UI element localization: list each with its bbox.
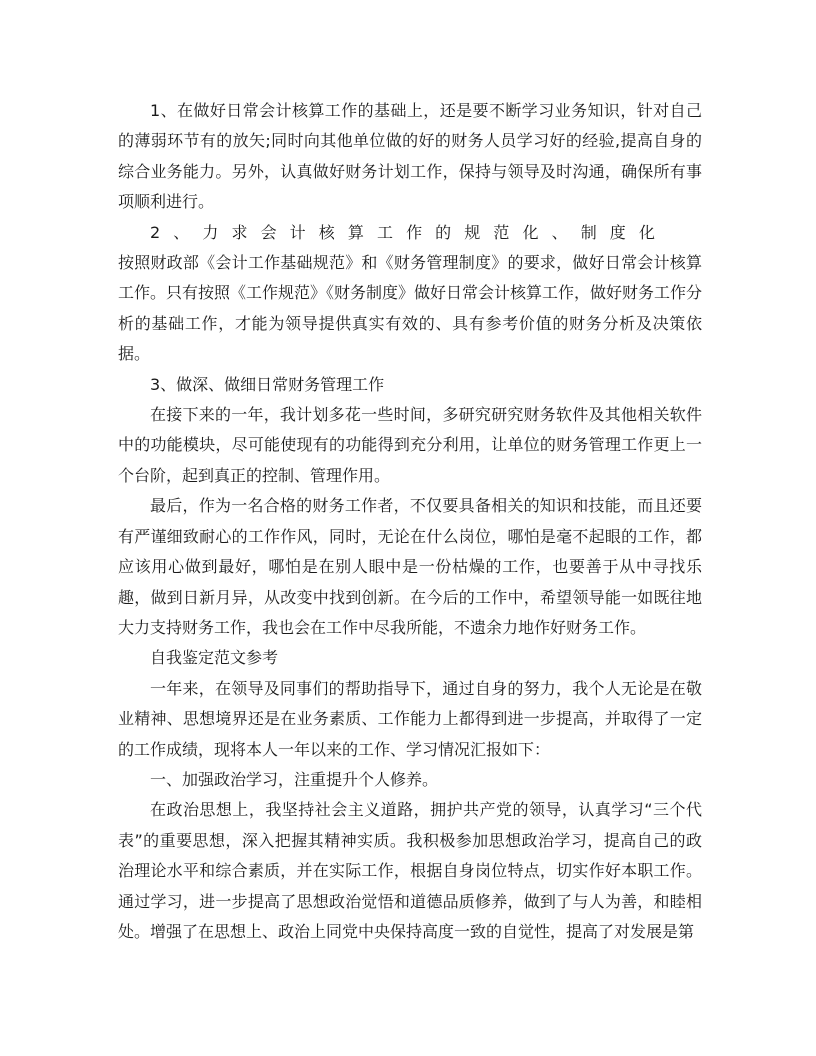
paragraph-2-text: 按照财政部《会计工作基础规范》 xyxy=(118,253,362,273)
section-title: 自我鉴定范文参考 xyxy=(150,648,279,668)
paragraph-6: 一年来，在领导及同事们的帮助指导下，通过自身的努力，我个人无论是在敬业精神、思想境界还是在业务素质、工作能力上都得到进一步提高，并取得了一定的工作成绩，现将本人一年以来的工作、学习情况汇报如下： xyxy=(118,678,702,759)
paragraph-1: 1、在做好日常会计核算工作的基础上，还是要不断学习业务知识，针对自己的薄弱环节有的放矢;同时向其他单位做的好的财务人员学习好的经验,提高自身的综合业务能力。另外，认真做好财务计划工作，保持与领导及时沟通，确保所有事项顺利进行。 xyxy=(118,101,702,212)
paragraph-2-cont: 和《财务管理制度》的要求，做好日常会计核算工作。只有按照《工作规范》《财务制度》做好日常会计核算工作，做好财务工作分析的基础工作，才能为领导提供真实有效的、具有参考价值的财务分析及决策依据。 xyxy=(118,253,703,364)
subheading-1: 一、加强政治学习，注重提升个人修养。 xyxy=(150,769,439,789)
paragraph-2-heading: 2、力求会计核算工作的规范化、制度化 xyxy=(150,222,668,242)
paragraph-4: 在接下来的一年，我计划多花一些时间，多研究研究财务软件及其他相关软件中的功能模块，尽可能使现有的功能得到充分利用，让单位的财务管理工作更上一个台阶，起到真正的控制、管理作用。 xyxy=(118,405,702,485)
paragraph-5: 最后，作为一名合格的财务工作者，不仅要具备相关的知识和技能，而且还要有严谨细致耐心的工作作风，同时，无论在什么岗位，哪怕是毫不起眼的工作，都应该用心做到最好，哪怕是在别人眼中是一份枯燥的工作，也要善于从中寻找乐趣，做到日新月异，从改变中找到创新。在今后的工作中，希望领导能一如既往地大力支持财务工作，我也会在工作中尽我所能，不遗余力地作好财务工作。 xyxy=(118,496,702,637)
paragraph-2 xyxy=(118,218,702,370)
paragraph-7: 在政治思想上，我坚持社会主义道路，拥护共产党的领导，认真学习“三个代表”的重要思想，深入把握其精神实质。我积极参加思想政治学习，提高自己的政治理论水平和综合素质，并在实际工作，根据自身岗位特点，切实作好本职工作。通过学习，进一步提高了思想政治觉悟和道德品质修养，做到了与人为善，和睦相处。增强了在思想上、政治上同党中央保持高度一致的自觉性，提高了对发展是第 xyxy=(118,800,702,941)
document-page xyxy=(118,96,702,947)
paragraph-3-heading: 3、做深、做细日常财务管理工作 xyxy=(150,374,385,394)
